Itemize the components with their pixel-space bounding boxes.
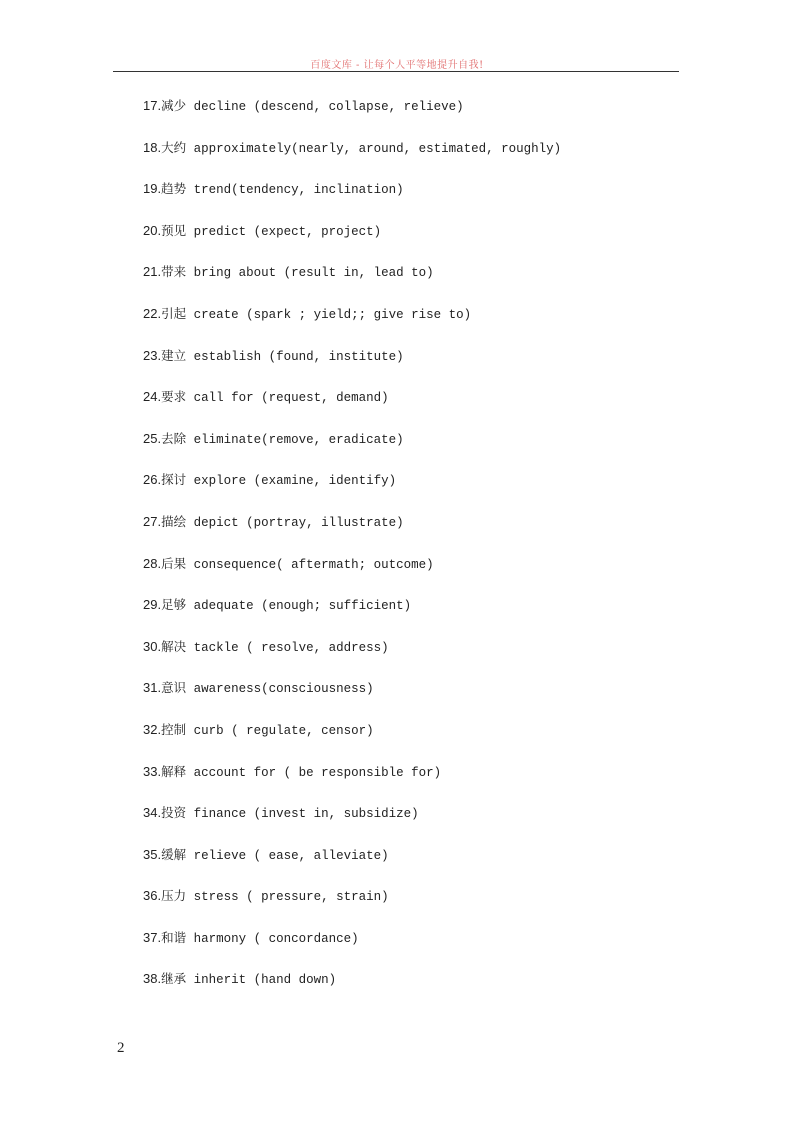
list-item [143, 637, 561, 679]
page-header-text: 百度文库 - 让每个人平等地提升自我! [310, 60, 484, 71]
header-divider [113, 71, 679, 72]
list-item [143, 470, 561, 512]
entry-chinese-term: 解决 [161, 638, 187, 654]
list-item [143, 762, 561, 804]
list-item [143, 512, 561, 554]
entry-number: 18. [143, 139, 162, 155]
entry-english-term: depict (portray, illustrate) [193, 515, 404, 530]
list-item [143, 304, 561, 346]
list-item [143, 720, 561, 762]
entry-number: 38. [143, 971, 162, 987]
entry-english-term: curb ( regulate, censor) [193, 723, 374, 738]
list-item [143, 96, 561, 138]
entry-chinese-term: 投资 [161, 805, 187, 821]
entry-number: 27. [143, 513, 162, 529]
entry-chinese-term: 趋势 [161, 181, 187, 197]
entry-english-term: awareness(consciousness) [193, 682, 374, 697]
entry-english-term: explore (examine, identify) [193, 474, 397, 489]
entry-chinese-term: 后果 [161, 555, 187, 571]
entry-chinese-term: 去除 [161, 430, 187, 446]
entry-number: 34. [143, 805, 162, 821]
entry-english-term: approximately(nearly, around, estimated, roughly) [193, 141, 562, 156]
entry-number: 19. [143, 181, 162, 197]
entry-number: 25. [143, 430, 162, 446]
list-item [143, 346, 561, 388]
entry-english-term: stress ( pressure, strain) [193, 890, 389, 905]
entry-english-term: bring about (result in, lead to) [193, 266, 434, 281]
entry-english-term: finance (invest in, subsidize) [193, 807, 419, 822]
entry-english-term: harmony ( concordance) [193, 931, 359, 946]
entry-number: 23. [143, 347, 162, 363]
entry-number: 17. [143, 98, 162, 113]
list-item [143, 678, 561, 720]
list-item [143, 554, 561, 596]
entry-number: 24. [143, 389, 162, 405]
entry-chinese-term: 大约 [161, 139, 187, 155]
entry-chinese-term: 意识 [161, 680, 187, 696]
entry-chinese-term: 和谐 [161, 929, 187, 945]
entry-number: 33. [143, 763, 162, 779]
entry-number: 29. [143, 597, 162, 613]
list-item [143, 179, 561, 221]
entry-number: 31. [143, 680, 162, 696]
page-number: 2 [117, 1040, 125, 1056]
entry-chinese-term: 控制 [161, 721, 187, 737]
entry-chinese-term: 描绘 [161, 513, 187, 529]
entry-chinese-term: 建立 [161, 347, 187, 363]
entry-number: 26. [143, 472, 162, 488]
entry-number: 20. [143, 222, 162, 238]
entry-number: 37. [143, 929, 162, 945]
list-item [143, 845, 561, 887]
entry-english-term: tackle ( resolve, address) [193, 640, 389, 655]
entry-english-term: call for (request, demand) [193, 391, 389, 406]
entry-number: 21. [143, 264, 162, 280]
entry-english-term: account for ( be responsible for) [193, 765, 442, 780]
list-item [143, 886, 561, 928]
entry-english-term: eliminate(remove, eradicate) [193, 432, 404, 447]
entry-number: 35. [143, 846, 162, 862]
list-item [143, 595, 561, 637]
entry-chinese-term: 预见 [161, 222, 187, 238]
entry-english-term: establish (found, institute) [193, 349, 404, 364]
entry-english-term: trend(tendency, inclination) [193, 183, 404, 198]
entry-number: 36. [143, 888, 162, 904]
entry-chinese-term: 解释 [161, 763, 187, 779]
list-item [143, 221, 561, 263]
entry-english-term: decline (descend, collapse, relieve) [193, 100, 464, 114]
list-item [143, 803, 561, 845]
entry-english-term: consequence( aftermath; outcome) [193, 557, 434, 572]
entry-english-term: create (spark ; yield;; give rise to) [193, 307, 472, 322]
entry-chinese-term: 带来 [161, 264, 187, 280]
list-item [143, 138, 561, 180]
entry-chinese-term: 引起 [161, 305, 187, 321]
vocabulary-list [143, 96, 561, 1011]
entry-number: 28. [143, 555, 162, 571]
entry-chinese-term: 缓解 [161, 846, 187, 862]
entry-english-term: adequate (enough; sufficient) [193, 599, 412, 614]
entry-chinese-term: 减少 [161, 98, 187, 113]
entry-chinese-term: 继承 [161, 971, 187, 987]
entry-english-term: predict (expect, project) [193, 224, 382, 239]
entry-chinese-term: 要求 [161, 389, 187, 405]
list-item [143, 429, 561, 471]
list-item [143, 928, 561, 970]
entry-chinese-term: 探讨 [161, 472, 187, 488]
list-item [143, 387, 561, 429]
entry-english-term: inherit (hand down) [193, 973, 337, 988]
entry-number: 30. [143, 638, 162, 654]
list-item [143, 969, 561, 1011]
list-item [143, 262, 561, 304]
entry-chinese-term: 足够 [161, 597, 187, 613]
entry-english-term: relieve ( ease, alleviate) [193, 848, 389, 863]
entry-number: 32. [143, 721, 162, 737]
entry-chinese-term: 压力 [161, 888, 187, 904]
entry-number: 22. [143, 305, 162, 321]
